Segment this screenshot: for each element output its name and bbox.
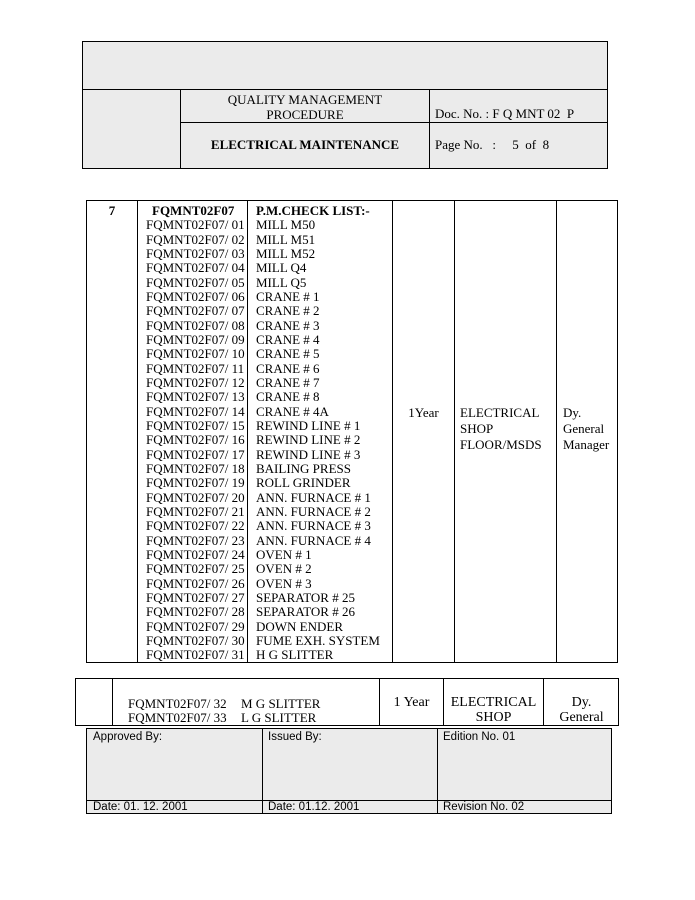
checklist-code: FQMNT02F07/ 06 xyxy=(146,288,245,304)
checklist-item: ANN. FURNACE # 3 xyxy=(256,518,371,534)
checklist-code: FQMNT02F07/ 27 xyxy=(146,589,245,605)
cont-code: FQMNT02F07/ 33 xyxy=(128,710,227,726)
section-title: ELECTRICAL MAINTENANCE xyxy=(210,137,400,152)
checklist-code: FQMNT02F07/ 01 xyxy=(146,217,245,233)
checklist-code: FQMNT02F07/ 28 xyxy=(146,604,245,620)
issued-date: Date: 01.12. 2001 xyxy=(268,801,360,813)
checklist-code: FQMNT02F07/ 22 xyxy=(146,518,245,534)
header-box xyxy=(82,41,608,169)
checklist-code: FQMNT02F07/ 16 xyxy=(146,432,245,448)
checklist-code: FQMNT02F07/ 20 xyxy=(146,489,245,505)
checklist-code: FQMNT02F07/ 15 xyxy=(146,417,245,433)
checklist-item: MILL Q4 xyxy=(256,260,307,276)
cont-item: M G SLITTER xyxy=(241,696,321,711)
checklist-item: CRANE # 8 xyxy=(256,389,320,405)
checklist-code: FQMNT02F07/ 12 xyxy=(146,374,245,390)
location-cell: ELECTRICAL SHOP FLOOR/MSDS xyxy=(460,405,542,452)
item-list xyxy=(256,218,391,662)
checklist-item: REWIND LINE # 3 xyxy=(256,446,361,462)
checklist-item: FUME EXH. SYSTEM xyxy=(256,632,380,648)
checklist-item: CRANE # 1 xyxy=(256,288,320,304)
checklist-item: CRANE # 7 xyxy=(256,374,320,390)
code-list xyxy=(146,218,246,662)
header-divider xyxy=(82,89,608,90)
page-number: Page No. : 5 of 8 xyxy=(435,137,550,152)
form-code: FQMNT02F07 xyxy=(152,203,235,218)
checklist-table xyxy=(86,200,618,663)
checklist-item: CRANE # 6 xyxy=(256,360,320,376)
checklist-code: FQMNT02F07/ 18 xyxy=(146,460,245,476)
checklist-code: FQMNT02F07/ 30 xyxy=(146,632,245,648)
checklist-item: MILL M51 xyxy=(256,231,316,247)
cont-item-list xyxy=(241,697,376,726)
checklist-code: FQMNT02F07/ 04 xyxy=(146,260,245,276)
checklist-item: H G SLITTER xyxy=(256,647,334,663)
retention-period: 1Year xyxy=(408,405,439,420)
col-divider-1 xyxy=(137,201,138,662)
checklist-code: FQMNT02F07/ 29 xyxy=(146,618,245,634)
cont-location: ELECTRICAL SHOP xyxy=(450,695,537,725)
checklist-item: CRANE # 4 xyxy=(256,331,320,347)
checklist-code: FQMNT02F07/ 31 xyxy=(146,647,245,663)
checklist-item: ANN. FURNACE # 2 xyxy=(256,503,371,519)
col-divider-4 xyxy=(454,201,455,662)
checklist-code: FQMNT02F07/ 03 xyxy=(146,245,245,261)
cont-retention: 1 Year xyxy=(393,695,430,710)
checklist-code: FQMNT02F07/ 09 xyxy=(146,331,245,347)
cont-owner: Dy. General xyxy=(559,695,604,725)
checklist-item: SEPARATOR # 25 xyxy=(256,589,355,605)
checklist-code: FQMNT02F07/ 19 xyxy=(146,475,245,491)
checklist-item: MILL M50 xyxy=(256,217,316,233)
checklist-code: FQMNT02F07/ 13 xyxy=(146,389,245,405)
col-divider-3 xyxy=(392,201,393,662)
serial-number: 7 xyxy=(108,203,116,218)
continuation-table xyxy=(75,678,619,726)
checklist-item: REWIND LINE # 1 xyxy=(256,417,361,433)
checklist-item: BAILING PRESS xyxy=(256,460,351,476)
approval-box xyxy=(86,728,612,814)
checklist-item: ANN. FURNACE # 1 xyxy=(256,489,371,505)
checklist-code: FQMNT02F07/ 07 xyxy=(146,303,245,319)
approved-by-label: Approved By: xyxy=(93,731,163,743)
revision-label: Revision No. 02 xyxy=(443,801,525,813)
checklist-item: MILL M52 xyxy=(256,245,316,261)
cont-item: L G SLITTER xyxy=(241,710,317,726)
checklist-item: ANN. FURNACE # 4 xyxy=(256,532,371,548)
checklist-code: FQMNT02F07/ 10 xyxy=(146,346,245,362)
checklist-item: REWIND LINE # 2 xyxy=(256,432,361,448)
checklist-item: DOWN ENDER xyxy=(256,618,344,634)
checklist-code: FQMNT02F07/ 26 xyxy=(146,575,245,591)
checklist-code: FQMNT02F07/ 17 xyxy=(146,446,245,462)
checklist-item: CRANE # 3 xyxy=(256,317,320,333)
cont-col-divider-1 xyxy=(112,679,113,725)
item-column xyxy=(256,204,391,663)
code-column xyxy=(146,204,246,663)
checklist-code: FQMNT02F07/ 25 xyxy=(146,561,245,577)
cont-code: FQMNT02F07/ 32 xyxy=(128,696,227,711)
cont-code-list xyxy=(128,697,238,726)
checklist-item: CRANE # 4A xyxy=(256,403,329,419)
checklist-title: P.M.CHECK LIST:- xyxy=(256,203,370,218)
checklist-code: FQMNT02F07/ 02 xyxy=(146,231,245,247)
header-col-divider-2 xyxy=(429,89,430,169)
checklist-code: FQMNT02F07/ 11 xyxy=(146,360,245,376)
approved-date: Date: 01. 12. 2001 xyxy=(93,801,188,813)
edition-label: Edition No. 01 xyxy=(443,731,516,743)
checklist-item: SEPARATOR # 26 xyxy=(256,604,355,620)
qm-procedure-title: QUALITY MANAGEMENT PROCEDURE xyxy=(227,92,383,122)
header-row-divider xyxy=(180,122,608,123)
checklist-item: CRANE # 5 xyxy=(256,346,320,362)
checklist-code: FQMNT02F07/ 21 xyxy=(146,503,245,519)
checklist-code: FQMNT02F07/ 14 xyxy=(146,403,245,419)
checklist-item: OVEN # 1 xyxy=(256,546,312,562)
issued-by-label: Issued By: xyxy=(268,731,322,743)
checklist-code: FQMNT02F07/ 05 xyxy=(146,274,245,290)
owner-cell: Dy. General Manager xyxy=(563,405,610,452)
checklist-item: MILL Q5 xyxy=(256,274,307,290)
checklist-item: CRANE # 2 xyxy=(256,303,320,319)
checklist-item: OVEN # 3 xyxy=(256,575,312,591)
checklist-code: FQMNT02F07/ 24 xyxy=(146,546,245,562)
checklist-item: ROLL GRINDER xyxy=(256,475,351,491)
doc-number: Doc. No. : F Q MNT 02 P xyxy=(435,106,575,121)
col-divider-5 xyxy=(556,201,557,662)
checklist-code: FQMNT02F07/ 08 xyxy=(146,317,245,333)
checklist-code: FQMNT02F07/ 23 xyxy=(146,532,245,548)
col-divider-2 xyxy=(247,201,248,662)
checklist-item: OVEN # 2 xyxy=(256,561,312,577)
